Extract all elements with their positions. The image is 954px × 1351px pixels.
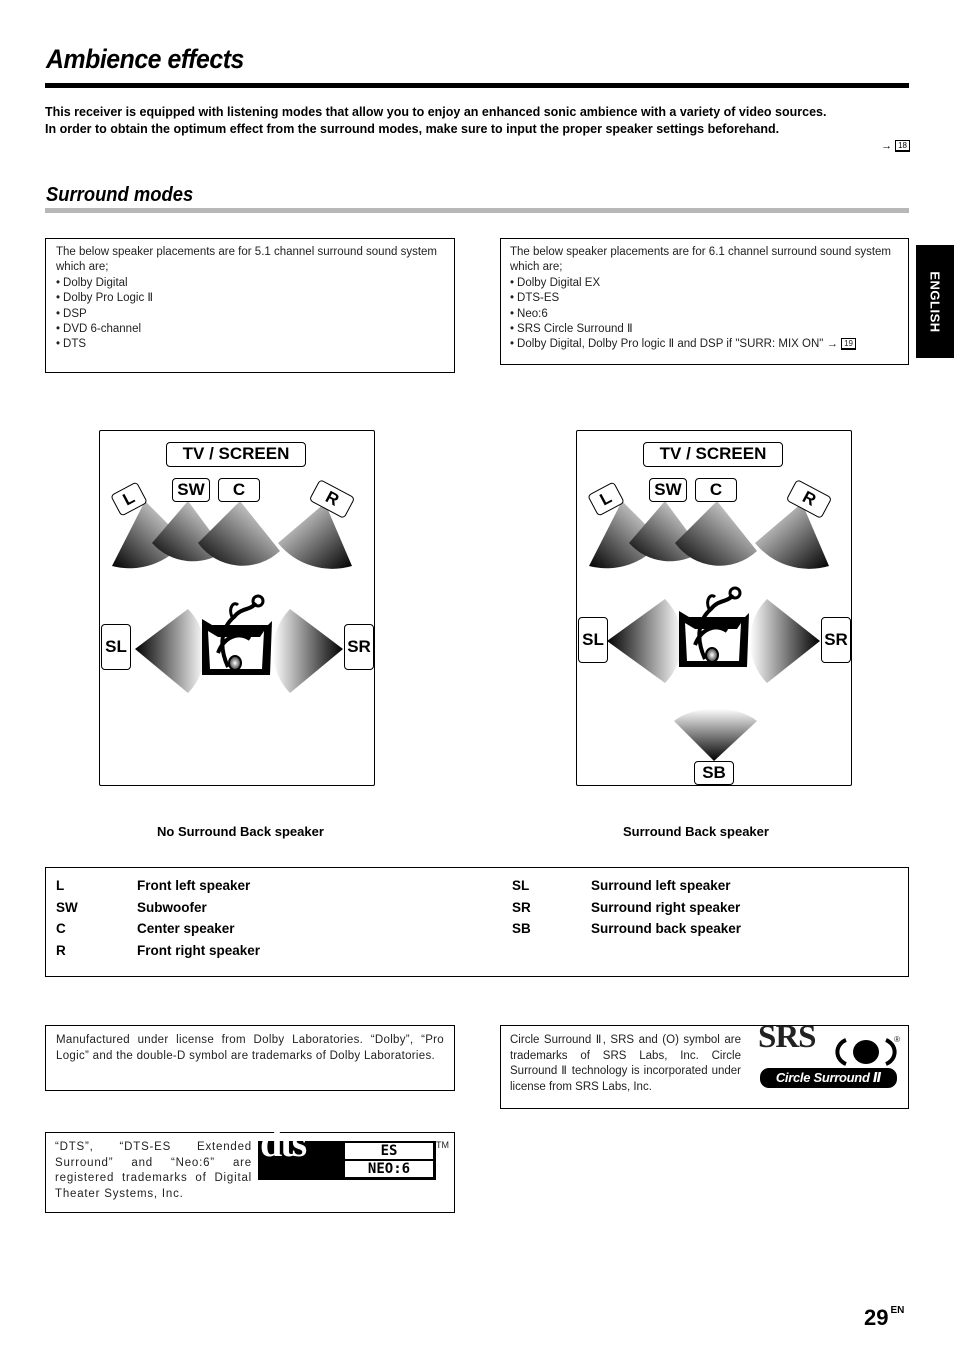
dts-logo bbox=[258, 1120, 436, 1180]
legend-desc: Surround back speaker bbox=[591, 921, 742, 936]
legend-abbr: L bbox=[56, 878, 65, 893]
legend-abbr: R bbox=[56, 943, 66, 958]
section-rule bbox=[45, 208, 909, 213]
srs-logo bbox=[758, 1019, 900, 1090]
speaker-label-sl: SL bbox=[101, 624, 131, 670]
tv-screen-label: TV / SCREEN bbox=[643, 442, 783, 467]
legend-desc: Front right speaker bbox=[137, 943, 261, 958]
surround-back-sound-beam bbox=[674, 709, 757, 761]
speaker-diagram-51 bbox=[99, 430, 375, 786]
intro-line-1: This receiver is equipped with listening modes that allow you to enjoy an enhanced sonic ambience with a variety of video sources. bbox=[45, 105, 827, 119]
list-item: • Dolby Pro Logic Ⅱ bbox=[56, 291, 444, 306]
list-item: • DTS bbox=[56, 337, 444, 352]
speaker-label-sw: SW bbox=[172, 478, 210, 502]
title-rule bbox=[45, 83, 909, 88]
legend-abbr: SR bbox=[512, 900, 531, 915]
surround-left-sound-beam bbox=[607, 599, 682, 683]
info-box-61-list bbox=[510, 276, 899, 353]
speaker-label-l: L bbox=[587, 481, 625, 516]
speaker-label-c: C bbox=[695, 478, 737, 502]
page-title: Ambience effects bbox=[46, 44, 244, 74]
dts-logo-es: ES bbox=[345, 1143, 433, 1159]
dts-logo-word: dts bbox=[260, 1120, 306, 1165]
info-box-51-text: The below speaker placements are for 5.1 channel surround sound system which are; bbox=[56, 246, 437, 274]
intro-text bbox=[45, 104, 910, 155]
surround-left-sound-beam bbox=[135, 609, 205, 693]
tv-screen-label: TV / SCREEN bbox=[166, 442, 306, 467]
srs-logo-registered: ® bbox=[894, 1035, 900, 1044]
listener-icon bbox=[202, 596, 272, 675]
listener-icon bbox=[679, 588, 749, 667]
book-icon: 19 bbox=[841, 338, 856, 350]
speaker-label-sb: SB bbox=[694, 761, 734, 785]
speaker-label-l: L bbox=[110, 481, 148, 516]
caption-surround-back: Surround Back speaker bbox=[623, 824, 769, 839]
info-box-51-list bbox=[56, 276, 444, 353]
dts-logo-tm: TM bbox=[436, 1140, 449, 1150]
info-box-61-text: The below speaker placements are for 6.1 channel surround sound system which are; bbox=[510, 246, 891, 274]
info-box-61 bbox=[500, 238, 909, 365]
srs-notice-text: Circle Surround Ⅱ, SRS and (O) symbol are trademarks of SRS Labs, Inc. Circle Surround Ⅱ technology is incorporated under license from SRS Labs, Inc. bbox=[510, 1034, 741, 1093]
dolby-notice-box bbox=[45, 1025, 455, 1091]
legend-abbr: C bbox=[56, 921, 66, 936]
list-item: • DTS-ES bbox=[510, 291, 899, 306]
legend-desc: Surround left speaker bbox=[591, 878, 731, 893]
legend-desc: Center speaker bbox=[137, 921, 235, 936]
speaker-label-sw: SW bbox=[649, 478, 687, 502]
legend-abbr: SL bbox=[512, 878, 530, 893]
legend-desc: Surround right speaker bbox=[591, 900, 741, 915]
section-title: Surround modes bbox=[46, 184, 194, 206]
speaker-legend bbox=[45, 867, 909, 977]
speaker-label-sl: SL bbox=[578, 617, 608, 663]
list-item: • Dolby Digital bbox=[56, 276, 444, 291]
dts-logo-neo6: NEO:6 bbox=[345, 1161, 433, 1177]
speaker-label-sr: SR bbox=[344, 624, 374, 670]
speaker-label-sr: SR bbox=[821, 617, 851, 663]
srs-circle-symbol-icon bbox=[834, 1037, 898, 1067]
list-item: • DVD 6-channel bbox=[56, 322, 444, 337]
page-number bbox=[864, 1305, 904, 1331]
list-item: • SRS Circle Surround Ⅱ bbox=[510, 322, 899, 337]
speaker-diagram-61 bbox=[576, 430, 852, 786]
list-item: • Dolby Digital, Dolby Pro logic Ⅱ and DSP if "SURR: MIX ON" → 19 bbox=[510, 337, 899, 352]
surround-right-sound-beam bbox=[750, 599, 820, 683]
list-item: • Neo:6 bbox=[510, 307, 899, 322]
info-box-51 bbox=[45, 238, 455, 373]
list-item: • DSP bbox=[56, 307, 444, 322]
dolby-notice-text: Manufactured under license from Dolby Laboratories. “Dolby”, “Pro Logic” and the double-D symbol are trademarks of Dolby Laboratories. bbox=[56, 1034, 444, 1062]
book-icon: 18 bbox=[895, 140, 910, 152]
legend-abbr: SB bbox=[512, 921, 531, 936]
legend-desc: Front left speaker bbox=[137, 878, 251, 893]
caption-no-surround-back: No Surround Back speaker bbox=[157, 824, 324, 839]
list-item-text: Dolby Digital, Dolby Pro logic Ⅱ and DSP if "SURR: MIX ON" bbox=[517, 338, 824, 351]
legend-desc: Subwoofer bbox=[137, 900, 207, 915]
srs-logo-word: SRS bbox=[758, 1019, 816, 1055]
page-number-suffix: EN bbox=[890, 1305, 905, 1316]
legend-abbr: SW bbox=[56, 900, 78, 915]
language-tab-label: ENGLISH bbox=[927, 270, 943, 333]
srs-notice-box bbox=[500, 1019, 909, 1109]
page-number-value: 29 bbox=[864, 1305, 889, 1330]
surround-right-sound-beam bbox=[273, 609, 343, 693]
speaker-label-r: R bbox=[786, 479, 833, 519]
language-tab bbox=[916, 245, 954, 358]
intro-line-2: In order to obtain the optimum effect from the surround modes, make sure to input the proper speaker settings beforehand. bbox=[45, 122, 780, 136]
srs-logo-circle-surround: Circle Surround Ⅱ bbox=[760, 1068, 897, 1088]
dts-notice-box bbox=[45, 1120, 455, 1213]
speaker-label-r: R bbox=[309, 479, 356, 519]
dts-notice-text: “DTS”, “DTS-ES Extended Surround” and “Neo:6” are registered trademarks of Digital Theater Systems, Inc. bbox=[55, 1141, 252, 1200]
speaker-label-c: C bbox=[218, 478, 260, 502]
list-item: • Dolby Digital EX bbox=[510, 276, 899, 291]
intro-page-reference: → 18 bbox=[45, 138, 910, 155]
